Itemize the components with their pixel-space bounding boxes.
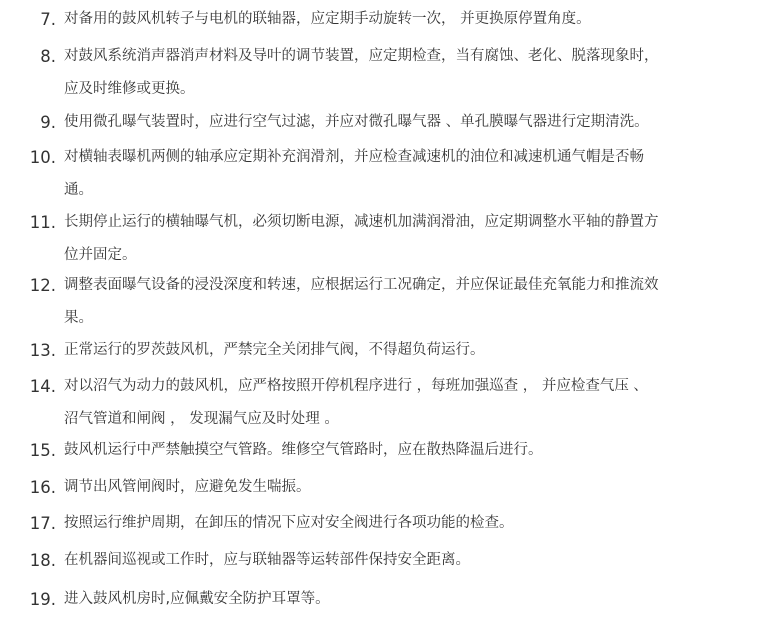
item-text: 按照运行维护周期，在卸压的情况下应对安全阀进行各项功能的检查。 [64,515,514,531]
item-number: 15. [29,441,56,460]
item-number: 9. [40,113,56,132]
item-number: 17. [29,514,56,533]
item-text: 对以沼气为动力的鼓风机，应严格按照开停机程序进行 ，每班加强巡查 ， 并应检查气压 、 沼气管道和闸阀 ， 发现漏气应及时处理 。 [64,378,648,427]
item-text: 对横轴表曝机两侧的轴承应定期补充润滑剂，并应检查减速机的油位和减速机通气帽是否畅 通。 [64,149,644,198]
item-number: 7. [40,10,56,29]
item-number: 16. [29,478,56,497]
item-number: 19. [29,590,56,609]
item-number: 10. [29,148,56,167]
item-text: 调整表面曝气设备的浸没深度和转速，应根据运行工况确定，并应保证最佳充氧能力和推流效 果。 [64,277,659,326]
item-number: 14. [29,377,56,396]
item-text: 正常运行的罗茨鼓风机，严禁完全关闭排气阀，不得超负荷运行。 [64,342,485,358]
item-number: 18. [29,551,56,570]
item-text: 鼓风机运行中严禁触摸空气管路。维修空气管路时，应在散热降温后进行。 [64,442,543,458]
item-text: 对鼓风系统消声器消声材料及导叶的调节装置，应定期检查，当有腐蚀、老化、脱落现象时， 应及时维修或更换。 [64,48,659,97]
item-text: 在机器间巡视或工作时，应与联轴器等运转部件保持安全距离。 [64,552,470,568]
item-number: 11. [29,213,56,232]
item-number: 13. [29,341,56,360]
item-number: 8. [40,47,56,66]
item-text: 调节出风管闸阀时，应避免发生喘振。 [64,479,311,495]
item-text: 对备用的鼓风机转子与电机的联轴器，应定期手动旋转一次， 并更换原停置角度。 [64,11,591,27]
item-number: 12. [29,276,56,295]
item-text: 长期停止运行的横轴曝气机，必须切断电源，减速机加满润滑油，应定期调整水平轴的静置方 位并固定。 [64,214,659,263]
item-text: 进入鼓风机房时,应佩戴安全防护耳罩等。 [64,591,330,607]
item-text: 使用微孔曝气装置时，应进行空气过滤，并应对微孔曝气器 、单孔膜曝气器进行定期清洗。 [64,114,649,130]
